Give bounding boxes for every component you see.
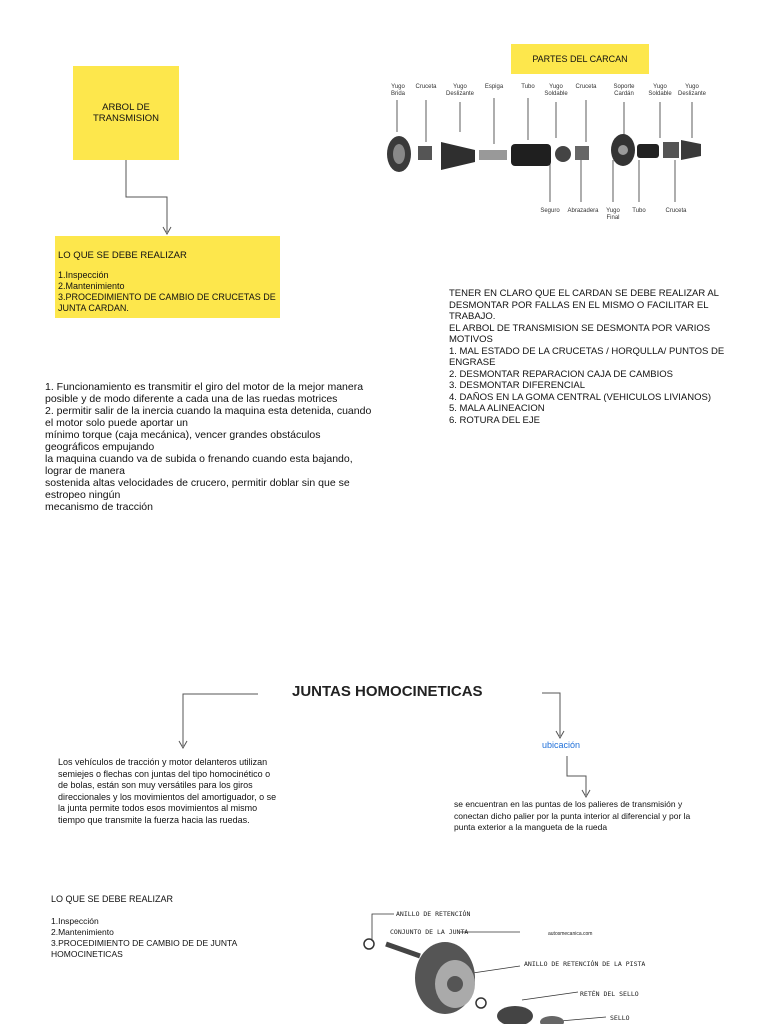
todo-heading: LO QUE SE DEBE REALIZAR [58, 250, 187, 261]
label-conjunto-junta: CONJUNTO DE LA JUNTA [390, 928, 469, 936]
label-cruceta-1: Cruceta [415, 84, 437, 90]
label-tubo-2: Tubo [632, 208, 646, 214]
arbol-transmision-title: ARBOL DE TRANSMISION [93, 101, 159, 124]
todo-box-homo [51, 894, 311, 960]
label-soporte-cardan: Soporte Cardán [613, 84, 635, 97]
label-yugo-deslizante-1: Yugo Deslizante [445, 84, 474, 97]
reason-3: 3. DESMONTAR DIFERENCIAL [449, 380, 586, 391]
label-cruceta-3: Cruceta [665, 208, 687, 214]
cardan-notes-intro: TENER EN CLARO QUE EL CARDAN SE DEBE REALIZAR AL DESMONTAR POR FALLAS EN EL MISMO O FACILITAR EL TRABAJO. EL ARBOL DE TRANSMISION SE DESMONTA POR VARIOS MOTIVOS [449, 288, 719, 345]
label-anillo-pista: ANILLO DE RETENCIÓN DE LA PISTA [524, 960, 646, 968]
label-tubo-1: Tubo [521, 84, 535, 90]
cardan-notes [449, 288, 749, 426]
label-abrazadera: Abrazadera [567, 208, 599, 214]
label-yugo-soldable-2: Yugo Soldable [648, 84, 672, 97]
reason-2: 2. DESMONTAR REPARACION CAJA DE CAMBIOS [449, 368, 673, 380]
homo-title: JUNTAS HOMOCINETICAS [292, 683, 483, 700]
cardan-title: PARTES DEL CARCAN [532, 54, 628, 64]
label-yugo-soldable-1: Yugo Soldable [544, 84, 568, 97]
label-reten-sello: RETÉN DEL SELLO [580, 990, 639, 998]
label-yugo-brida: Yugo Brida [390, 84, 405, 97]
reason-6: 6. ROTURA DEL EJE [449, 414, 540, 426]
functions-text [45, 381, 425, 513]
function-1: 1. Funcionamiento es transmitir el giro del motor de la mejor manera posible y de modo diferente a cada una de las ruedas motrices [45, 381, 364, 405]
label-sello: SELLO [610, 1014, 630, 1022]
homo-todo-item-2: 2.Mantenimiento [51, 927, 114, 937]
reason-1: 1. MAL ESTADO DE LA CRUCETAS / HORQULLA/ PUNTOS DE ENGRASE [449, 345, 725, 368]
homo-todo-item-3: 3.PROCEDIMIENTO DE CAMBIO DE DE JUNTA HOMOCINETICAS [51, 938, 238, 959]
homo-todo-heading: LO QUE SE DEBE REALIZAR [51, 894, 174, 904]
reason-5: 5. MALA ALINEACION [449, 403, 545, 414]
homo-todo-item-1: 1.Inspección [51, 916, 99, 926]
homo-diagram [360, 904, 690, 1024]
location-text: se encuentran en las puntas de los palieres de transmisión y conectan dicho palier por la punta interior al diferencial y por la punta exterior a la mangueta de la rueda [454, 799, 691, 832]
todo-item-2: 2.Mantenimiento [58, 281, 125, 291]
label-espiga: Espiga [484, 84, 504, 90]
label-seguro: Seguro [540, 208, 560, 214]
watermark: autosmecanica.com [548, 931, 593, 937]
label-yugo-final: Yugo Final [606, 208, 620, 221]
location-label: ubicación [542, 740, 581, 750]
label-cruceta-2: Cruceta [575, 84, 597, 90]
todo-item-3: 3.PROCEDIMIENTO DE CAMBIO DE CRUCETAS DE JUNTA CARDAN. [58, 292, 276, 313]
cardan-diagram [385, 84, 715, 234]
function-2: 2. permitir salir de la inercia cuando la maquina esta detenida, cuando el motor solo puede aportar un mínimo torque (caja mecánica), vencer grandes obstáculos geográficos empujando la maquina cuando va de subida o frenando cuando esta bajando, lograr de manera sostenida altas velocidades de crucero, permitir doblar sin que se estropeo ningún mecanismo de tracción [45, 405, 372, 513]
todo-box-cardan [55, 236, 280, 318]
label-yugo-deslizante-2: Yugo Deslizante [677, 84, 706, 97]
homo-description: Los vehículos de tracción y motor delanteros utilizan semiejes o flechas con juntas del tipo homocinético o de bolas, están son muy versátiles para los giros direccionales y los movimientos del amortiguador, o se la junta permite todos esos movimientos al mismo tiempo que transmite la fuerza hacia las ruedas. [58, 757, 277, 825]
label-anillo-retencion: ANILLO DE RETENCIÓN [396, 910, 471, 918]
reason-4: 4. DAÑOS EN LA GOMA CENTRAL (VEHICULOS LIVIANOS) [449, 391, 712, 403]
cardan-title-box [511, 44, 649, 74]
todo-item-1: 1.Inspección [58, 270, 109, 280]
